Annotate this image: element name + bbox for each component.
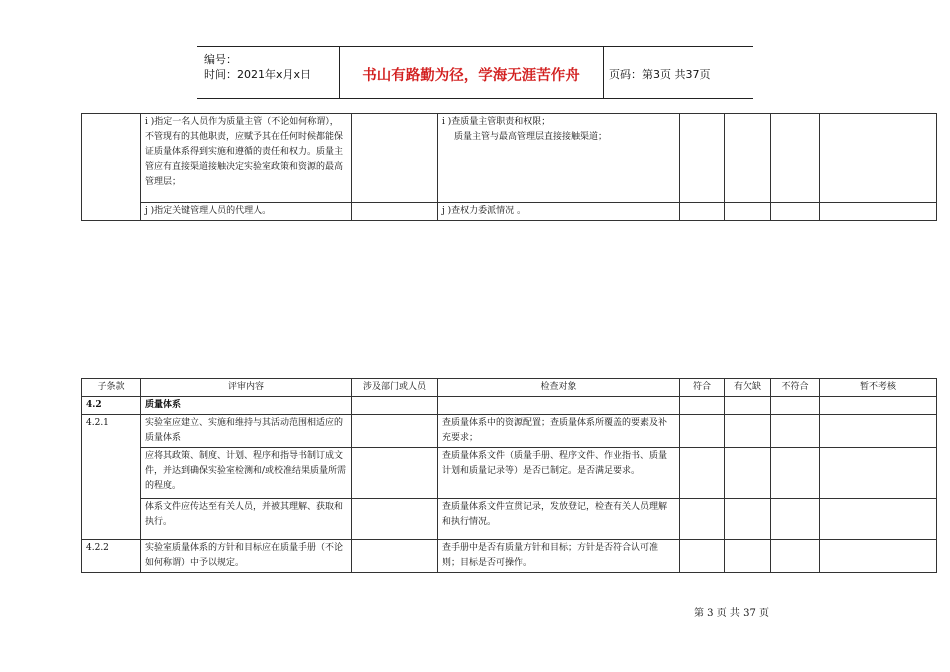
check-text: i )查质量主管职责和权限； <box>442 117 551 127</box>
check-cell: 查质量体系文件宣贯记录，发放登记，检查有关人员理解和执行情况。 <box>438 499 680 540</box>
nonconform-cell <box>771 114 820 203</box>
table-row <box>82 203 937 221</box>
deficient-cell <box>725 499 771 540</box>
header-divider <box>603 47 604 98</box>
content-cell: i )指定一名人员作为质量主管（不论如何称谓），不管现有的其他职责，应赋予其在任何时候都能保证质量体系得到实施和遵循的责任和权力。质量主管应有直接渠道接触决定实验室政策和资源的最高管理层； <box>141 114 352 203</box>
header-deficient: 有欠缺 <box>725 379 771 397</box>
check-cell: 查手册中是否有质量方针和目标；方针是否符合认可准则；目标是否可操作。 <box>438 540 680 573</box>
not-assessed-cell <box>820 203 937 221</box>
section-title: 质量体系 <box>141 397 352 415</box>
clause-cell: 4.2.2 <box>82 540 141 573</box>
review-table-continued <box>81 113 937 221</box>
clause-cell: 4.2.1 <box>82 415 141 540</box>
deficient-cell <box>725 203 771 221</box>
deficient-cell <box>725 540 771 573</box>
header-clause: 子条款 <box>82 379 141 397</box>
deficient-cell <box>725 448 771 499</box>
check-cell: 查质量体系文件（质量手册、程序文件、作业指书、质量计划和质量记录等）是否已制定。是否满足要求。 <box>438 448 680 499</box>
department-cell <box>352 415 438 448</box>
not-assessed-cell <box>820 540 937 573</box>
content-cell: 应将其政策、制度、计划、程序和指导书制订成文件，并达到确保实验室检测和/或校准结果质量所需的程度。 <box>141 448 352 499</box>
header-not-assessed: 暂不考核 <box>820 379 937 397</box>
nonconform-cell <box>771 448 820 499</box>
content-cell: j )指定关键管理人员的代理人。 <box>141 203 352 221</box>
conform-cell <box>680 114 725 203</box>
nonconform-cell <box>771 203 820 221</box>
page-footer: 第 3 页 共 37 页 <box>694 608 769 619</box>
header-nonconform: 不符合 <box>771 379 820 397</box>
table-header-row <box>82 379 937 397</box>
department-cell <box>352 114 438 203</box>
header-conform: 符合 <box>680 379 725 397</box>
nonconform-cell <box>771 499 820 540</box>
check-cell <box>438 114 680 203</box>
section-row <box>82 397 937 415</box>
section-clause: 4.2 <box>82 397 141 415</box>
not-assessed-cell <box>820 448 937 499</box>
nonconform-cell <box>771 540 820 573</box>
department-cell <box>352 499 438 540</box>
nonconform-cell <box>771 415 820 448</box>
not-assessed-cell <box>820 415 937 448</box>
header-check: 检查对象 <box>438 379 680 397</box>
table-row <box>82 540 937 573</box>
check-cell: 查质量体系中的资源配置；查质量体系所覆盖的要素及补充要求； <box>438 415 680 448</box>
department-cell <box>352 203 438 221</box>
header-left <box>204 52 311 82</box>
date-label: 时间：2021年x月x日 <box>204 68 312 81</box>
header-department: 涉及部门或人员 <box>352 379 438 397</box>
clause-cell <box>82 114 141 221</box>
deficient-cell <box>725 415 771 448</box>
conform-cell <box>680 499 725 540</box>
table-row <box>82 499 937 540</box>
department-cell <box>352 448 438 499</box>
not-assessed-cell <box>820 114 937 203</box>
deficient-cell <box>725 114 771 203</box>
table-row <box>82 415 937 448</box>
header-content: 评审内容 <box>141 379 352 397</box>
conform-cell <box>680 540 725 573</box>
content-cell: 体系文件应传达至有关人员，并被其理解、获取和执行。 <box>141 499 352 540</box>
not-assessed-cell <box>820 499 937 540</box>
table-row <box>82 448 937 499</box>
conform-cell <box>680 448 725 499</box>
serial-number-label: 编号： <box>204 53 237 66</box>
check-cell: j )查权力委派情况 。 <box>438 203 680 221</box>
header-motto: 书山有路勤为径，学海无涯苦作舟 <box>362 68 580 84</box>
content-cell: 实验室质量体系的方针和目标应在质量手册（不论如何称谓）中予以规定。 <box>141 540 352 573</box>
table-row <box>82 114 937 203</box>
review-table <box>81 378 937 573</box>
department-cell <box>352 540 438 573</box>
content-cell: 实验室应建立、实施和维持与其活动范围相适应的质量体系 <box>141 415 352 448</box>
page-header <box>197 46 753 99</box>
check-text: 质量主管与最高管理层直接接触渠道； <box>454 132 608 142</box>
conform-cell <box>680 203 725 221</box>
header-page-number: 页码：第3页 共37页 <box>609 68 711 81</box>
conform-cell <box>680 415 725 448</box>
